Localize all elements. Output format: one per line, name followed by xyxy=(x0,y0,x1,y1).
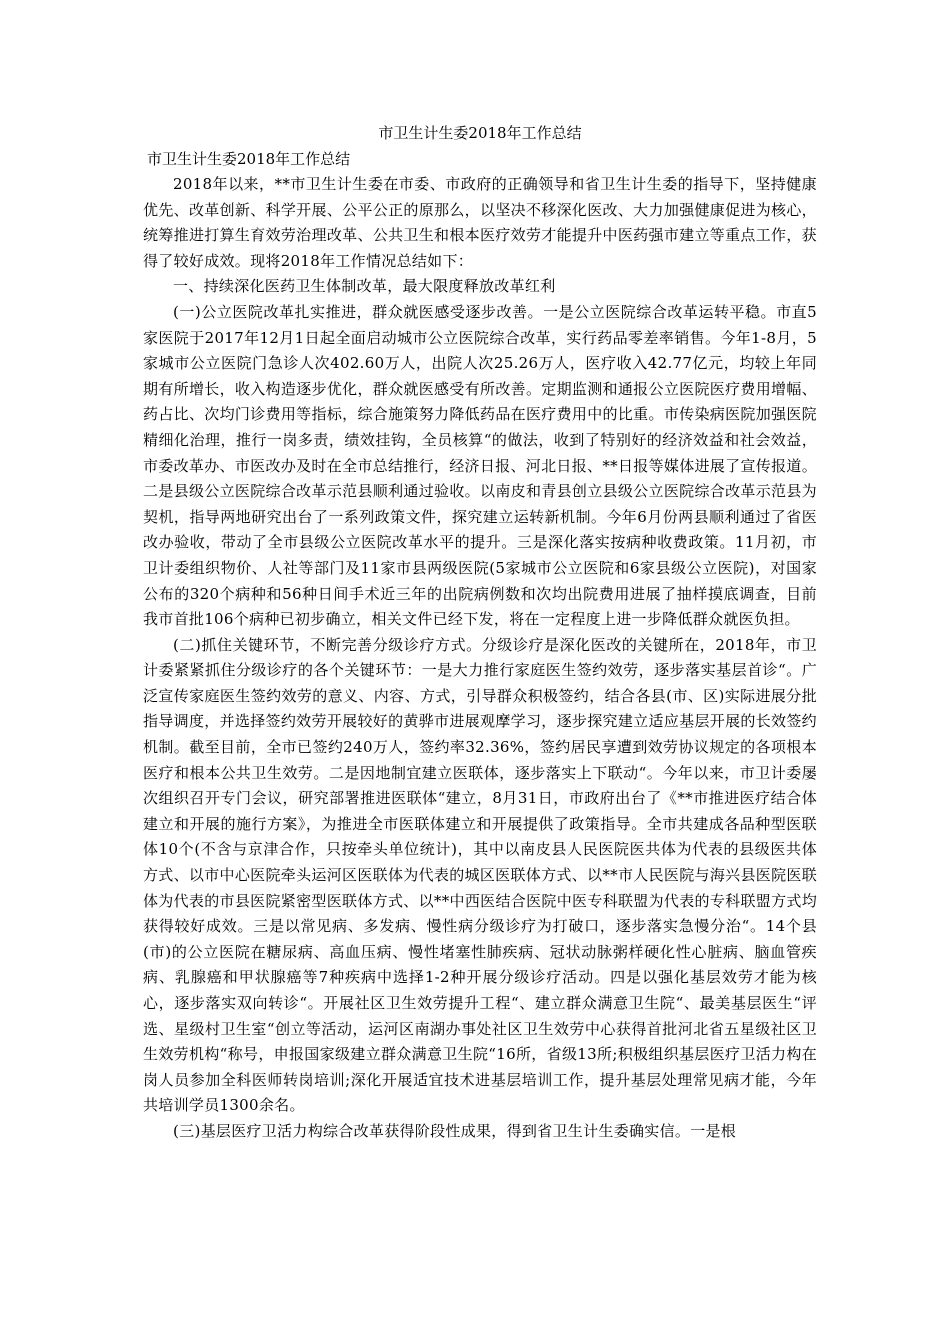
paragraph-section-1-2: (二)抓住关键环节，不断完善分级诊疗方式。分级诊疗是深化医改的关键所在，2018年，市卫计委紧紧抓住分级诊疗的各个关键环节：一是大力推行家庭医生签约效劳，逐步落实基层首诊“。广泛宣传家庭医生签约效劳的意义、内容、方式，引导群众积极签约，结合各县(市、区)实际进展分批指导调度，并选择签约效劳开展较好的黄骅市进展观摩学习，逐步探究建立适应基层开展的长效签约机制。截至目前，全市已签约240万人，签约率32.36%，签约居民享遭到效劳协议规定的各项根本医疗和根本公共卫生效劳。二是因地制宜建立医联体，逐步落实上下联动“。今年以来，市卫计委屡次组织召开专门会议，研究部署推进医联体“建立，8月31日，市政府出台了《**市推进医疗结合体建立和开展的施行方案》，为推进全市医联体建立和开展提供了政策指导。全市共建成各品种型医联体10个(不含与京津合作，只按牵头单位统计)，其中以南皮县人民医院医共体为代表的县级医共体方式、以市中心医院牵头运河区医联体为代表的城区医联体方式、以**市人民医院与海兴县医院医联体为代表的市县医院紧密型医联体方式、以**中西医结合医院中医专科联盟为代表的专科联盟方式均获得较好成效。三是以常见病、多发病、慢性病分级诊疗为打破口，逐步落实急慢分治“。14个县(市)的公立医院在糖尿病、高血压病、慢性堵塞性肺疾病、冠状动脉粥样硬化性心脏病、脑血管疾病、乳腺癌和甲状腺癌等7种疾病中选择1-2种开展分级诊疗活动。四是以强化基层效劳才能为核心，逐步落实双向转诊“。开展社区卫生效劳提升工程“、建立群众满意卫生院“、最美基层医生“评选、星级村卫生室“创立等活动，运河区南湖办事处社区卫生效劳中心获得首批河北省五星级社区卫生效劳机构“称号，申报国家级建立群众满意卫生院“16所，省级13所;积极组织基层医疗卫活力构在岗人员参加全科医师转岗培训;深化开展适宜技术进基层培训工作，提升基层处理常见病才能，今年共培训学员1300余名。 xyxy=(143,635,817,1115)
paragraph-section-1-3: (三)基层医疗卫活力构综合改革获得阶段性成果，得到省卫生计生委确实信。一是根 xyxy=(173,1121,737,1140)
document-body xyxy=(143,120,817,1145)
section-heading-1: 一、持续深化医药卫生体制改革，最大限度释放改革红利 xyxy=(173,277,556,296)
paragraph-intro: 2018年以来，**市卫生计生委在市委、市政府的正确领导和省卫生计生委的指导下，坚持健康优先、改革创新、科学开展、公平公正的原那么，以坚决不移深化医改、大力加强健康促进为核心，统筹推进打算生育效劳治理改革、公共卫生和根本医疗效劳才能提升中医药强市建立等重点工作，获得了较好成效。现将2018年工作情况总结如下： xyxy=(143,175,817,270)
document-title: 市卫生计生委2018年工作总结 xyxy=(378,124,582,142)
document-subtitle: 市卫生计生委2018年工作总结 xyxy=(147,150,351,168)
paragraph-section-1-1: (一)公立医院改革扎实推进，群众就医感受逐步改善。一是公立医院综合改革运转平稳。市直5家医院于2017年12月1日起全面启动城市公立医院综合改革，实行药品零差率销售。今年1-8月，5家城市公立医院门急诊人次402.60万人，出院人次25.26万人，医疗收入42.77亿元，均较上年同期有所增长，收入构造逐步优化，群众就医感受有所改善。定期监测和通报公立医院医疗费用增幅、药占比、次均门诊费用等指标，综合施策努力降低药品在医疗费用中的比重。市传染病医院加强医院精细化治理，推行一岗多责，绩效挂钩，全员核算“的做法，收到了特别好的经济效益和社会效益，市委改革办、市医改办及时在全市总结推行，经济日报、河北日报、**日报等媒体进展了宣传报道。二是县级公立医院综合改革示范县顺利通过验收。以南皮和青县创立县级公立医院综合改革示范县为契机，指导两地研究出台了一系列政策文件，探究建立运转新机制。今年6月份两县顺利通过了省医改办验收，带动了全市县级公立医院改革水平的提升。三是深化落实按病种收费政策。11月初，市卫计委组织物价、人社等部门及11家市县两级医院(5家城市公立医院和6家县级公立医院)，对国家公布的320个病种和56种日间手术近三年的出院病例数和次均出院费用进展了抽样摸底调查，目前我市首批106个病种已初步确立，相关文件已经下发，将在一定程度上进一步降低群众就医负担。 xyxy=(143,302,817,629)
